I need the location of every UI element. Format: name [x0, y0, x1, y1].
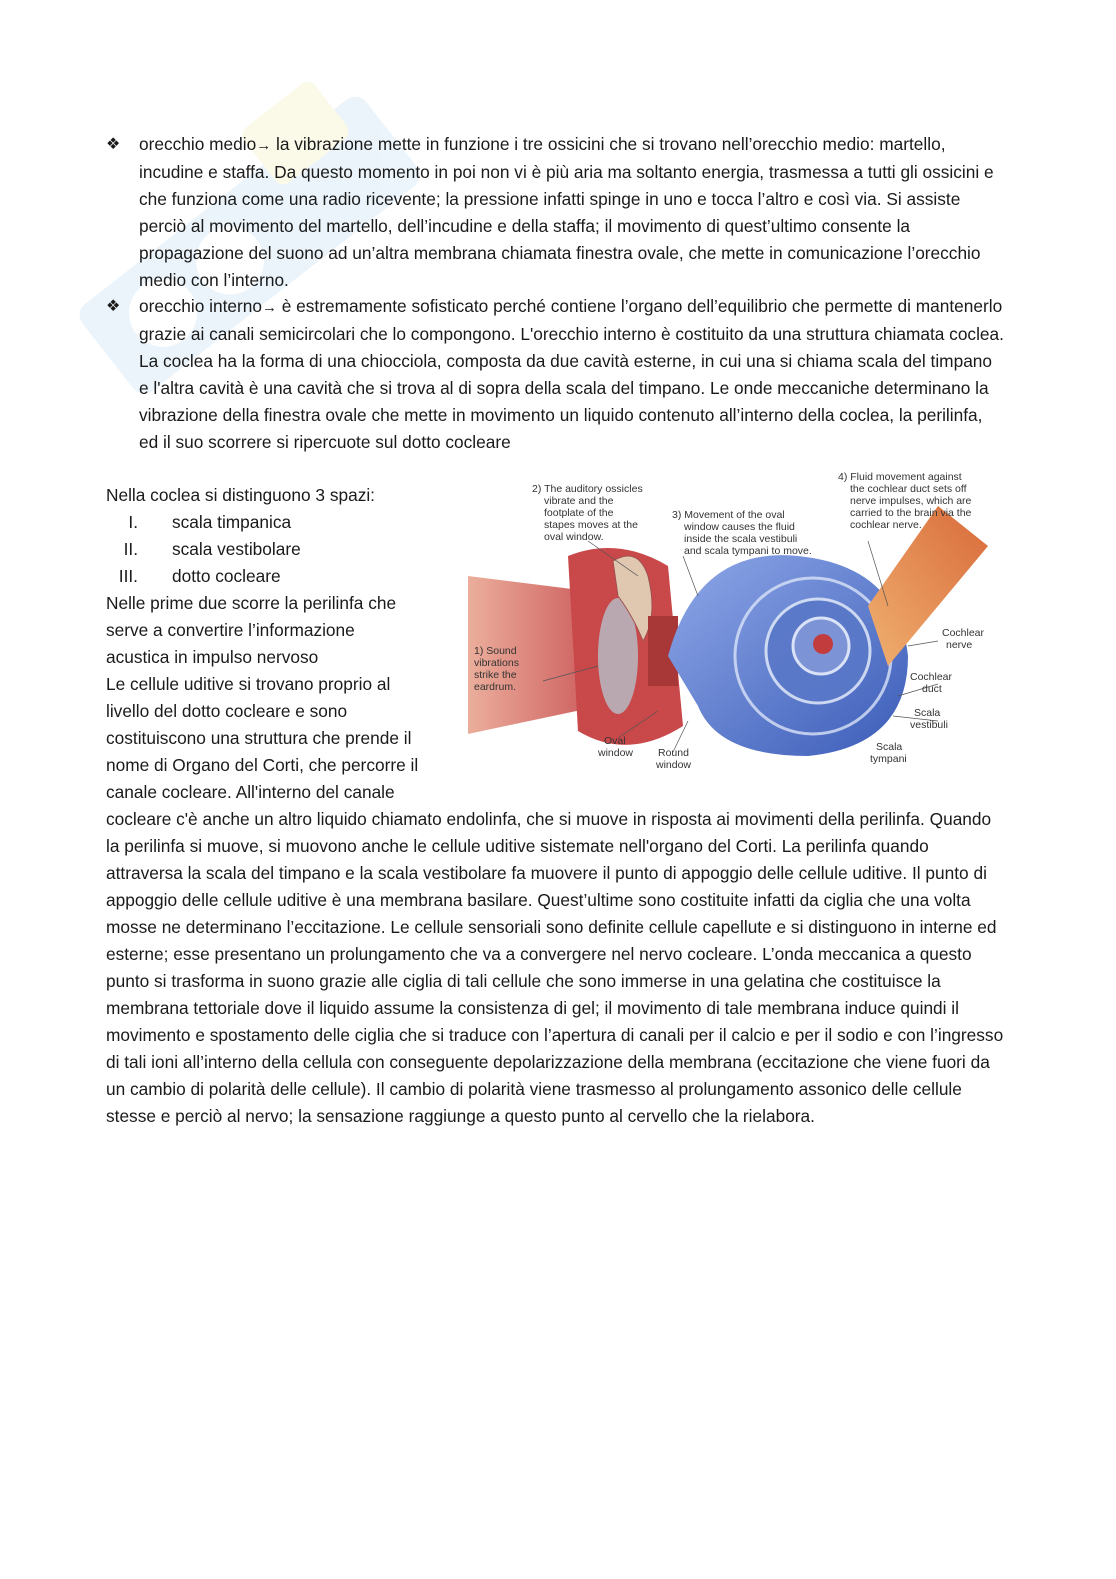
bullet-text: è estremamente sofisticato perché contiene l’organo dell’equilibrio che permette di mantenerlo grazie ai canali semicircolari che lo compongono. L'orecchio interno è costituito da una struttura chiamata coclea. La coclea ha la forma di una chiocciola, composta da due cavità esterne, in cui una si chiama scala del timpano e l'altra cavità è una cavità che si trova al di sopra della scala del timpano. Le onde meccaniche determinano la vibrazione della finestra ovale che mette in movimento un liquido contenuto all’interno della coclea, la perilinfa, ed il suo scorrere si ripercuote sul dotto cocleare [139, 296, 1004, 452]
list-item-space [106, 509, 291, 536]
narrow-line: canale cocleare. All'interno del canale [106, 782, 395, 802]
spaces-intro: Nella coclea si distinguono 3 spazi: [106, 485, 375, 505]
final-paragraph: cocleare c'è anche un altro liquido chiamato endolinfa, che si muove in risposta ai movimenti della perilinfa. Quando la perilinfa si muove, si muovono anche le cellule uditive sistemate nell'organo del Corti. La perilinfa quando attraversa la scala del timpano e la scala vestibolare fa muovere il punto di appoggio delle cellule uditive. Il punto di appoggio delle cellule uditive è una membrana basilare. Quest’ultime sono costituite infatti da ciglia che una volta mosse ne determinano l’eccitazione. Le cellule sensoriali sono definite cellule capellute e si distinguono in interne ed esterne; esse presentano un prolungamento che va a convergere nel nervo cocleare. L’onda meccanica a questo punto si trasforma in suono grazie alle ciglia di tali cellule che sono immerse in una gelatina che costituisce la membrana tettoriale dove il liquido assume la consistenza di gel; il movimento di tale membrana induce quindi il movimento e spostamento delle ciglia che si traduce con l’apertura di canali per il calcio e per il sodio e con l’ingresso di tali ioni all’interno della cellula con conseguente depolarizzazione della membrana (eccitazione che viene fuori da un cambio di polarità delle cellule). Il cambio di polarità viene trasmesso al prolungamento assonico delle cellule stesse e perciò al nervo; la sensazione raggiunge a questo punto al cervello che la rielabora. [106, 809, 1004, 1126]
list-number: II. [123, 539, 138, 559]
ear-diagram [468, 466, 1008, 786]
narrow-line: Le cellule uditive si trovano proprio al [106, 674, 391, 694]
diagram-label-cochlear-duct: Cochlear duct [910, 671, 953, 695]
list-number: I. [128, 512, 138, 532]
list-label: scala timpanica [172, 512, 292, 532]
bullet-diamond-icon: ❖ [106, 298, 121, 315]
list-item-space [106, 536, 301, 563]
narrow-line: nome di Organo del Corti, che percorre il [106, 755, 419, 775]
diagram-label-oval-window: Oval window [598, 735, 634, 759]
bullet-text: la vibrazione mette in funzione i tre ossicini che si trovano nell’orecchio medio: martello, incudine e staffa. Da questo momento in poi non vi è più aria ma soltanto energia, trasmessa a tutti gli ossicini e che funziona come una radio ricevente; la pressione infatti spinge in uno e tocca l’altro e così via. Si assiste perciò al movimento del martello, dell’incudine e della staffa; il movimento di quest’ultimo consente la propagazione del suono ad un’altra membrana chiamata finestra ovale, che mette in comunicazione l’orecchio medio con l’interno. [139, 134, 994, 290]
diagram-label-scala-tympani: Scala tympani [870, 741, 907, 765]
bullet-diamond-icon: ❖ [106, 136, 121, 153]
narrow-line: livello del dotto cocleare e sono [106, 701, 348, 721]
bullet-orecchio-interno [106, 293, 1006, 456]
list-item-space [106, 563, 281, 590]
list-label: dotto cocleare [172, 566, 281, 586]
bullet-orecchio-medio [106, 131, 1006, 294]
narrow-line: acustica in impulso nervoso [106, 647, 319, 667]
list-label: scala vestibolare [172, 539, 301, 559]
narrow-line: costituiscono una struttura che prende il [106, 728, 412, 748]
arrow-right-icon: → [261, 299, 277, 316]
diagram-label-fluid: 4) Fluid movement against the cochlear duct sets off nerve impulses, which are carried to the brain via the cochlear nerve. [838, 471, 972, 531]
cochlea-core [813, 634, 833, 654]
diagram-label-oval-movement: 3) Movement of the oval window causes the fluid inside the scala vestibuli and scala tympani to move. [672, 509, 812, 557]
bullet-term: orecchio interno [139, 296, 262, 316]
list-number: III. [118, 566, 138, 586]
diagram-label-sound: 1) Sound vibrations strike the eardrum. [474, 645, 519, 693]
diagram-label-ossicles: 2) The auditory ossicles vibrate and the footplate of the stapes moves at the oval window. [532, 483, 643, 543]
diagram-label-cochlear-nerve: Cochlear nerve [942, 627, 985, 651]
diagram-label-round-window: Round window [656, 747, 692, 771]
diagram-label-scala-vestibuli: Scala vestibuli [910, 707, 948, 731]
narrow-line: serve a convertire l’informazione [106, 620, 355, 640]
arrow-right-icon: → [256, 137, 272, 154]
bullet-term: orecchio medio [139, 134, 257, 154]
narrow-line: Nelle prime due scorre la perilinfa che [106, 593, 397, 613]
